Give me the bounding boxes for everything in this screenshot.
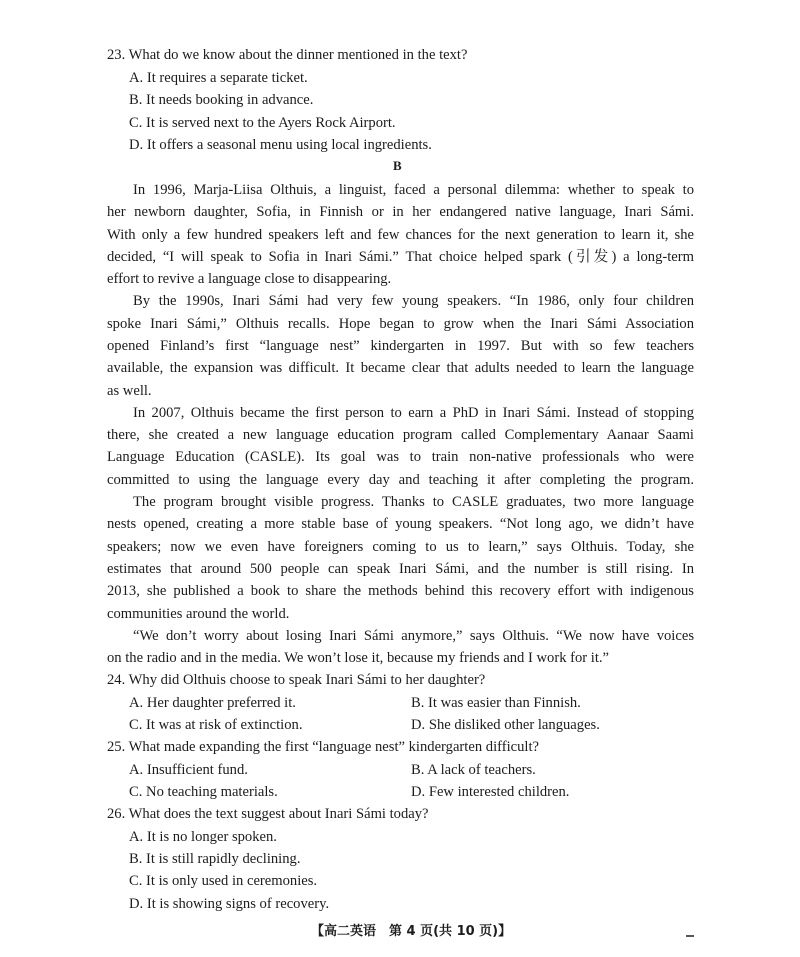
question-26-option-b: B. It is still rapidly declining.	[129, 851, 301, 867]
question-24-option-b: B. It was easier than Finnish.	[411, 695, 581, 711]
question-24-stem: 24. Why did Olthuis choose to speak Inari Sámi to her daughter?	[107, 672, 486, 688]
question-23-option-d: D. It offers a seasonal menu using local ingredients.	[129, 137, 432, 153]
question-23-option-b: B. It needs booking in advance.	[129, 92, 314, 108]
paragraph-3-line-1: In 2007, Olthuis became the first person to earn a PhD in Inari Sámi. Instead of stopping	[133, 405, 694, 421]
paragraph-4-line-2: nests opened, creating a more stable base of young speakers. “Not long ago, we didn’t have	[107, 516, 694, 532]
paragraph-2-line-4: available, the expansion was difficult. It became clear that adults needed to learn the language	[107, 360, 694, 376]
question-25-option-d: D. Few interested children.	[411, 784, 570, 800]
paragraph-1-line-2: her newborn daughter, Sofia, in Finnish or in her endangered native language, Inari Sámi.	[107, 204, 694, 220]
paragraph-2-line-5: as well.	[107, 383, 152, 399]
paragraph-5-line-2: on the radio and in the media. We won’t lose it, because my friends and I work for it.”	[107, 650, 610, 666]
question-24-option-c: C. It was at risk of extinction.	[129, 717, 303, 733]
question-23-option-c: C. It is served next to the Ayers Rock Airport.	[129, 115, 396, 131]
paragraph-1-line-5: effort to revive a language close to disappearing.	[107, 271, 392, 287]
question-26-option-a: A. It is no longer spoken.	[129, 829, 277, 845]
paragraph-5-line-1: “We don’t worry about losing Inari Sámi anymore,” says Olthuis. “We now have voices	[133, 628, 694, 644]
paragraph-3-line-3: Language Education (CASLE). Its goal was to train non-native professionals who were	[107, 449, 694, 465]
question-25-option-a: A. Insufficient fund.	[129, 762, 248, 778]
corner-mark	[686, 935, 694, 937]
question-24-option-d: D. She disliked other languages.	[411, 717, 600, 733]
page-footer: 【高二英语 第 4 页(共 10 页)】	[311, 924, 512, 939]
question-25-option-c: C. No teaching materials.	[129, 784, 278, 800]
section-b-label: B	[393, 158, 402, 173]
paragraph-2-line-2: spoke Inari Sámi,” Olthuis recalls. Hope began to grow when the Inari Sámi Association	[107, 316, 694, 332]
paragraph-3-line-4: committed to using the language every day and teaching it after completing the program.	[107, 472, 694, 488]
paragraph-2-line-1: By the 1990s, Inari Sámi had very few young speakers. “In 1986, only four children	[133, 293, 694, 309]
paragraph-1-line-4: decided, “I will speak to Sofia in Inari Sámi.” That choice helped spark (引发) a long-term	[107, 249, 694, 265]
question-26-stem: 26. What does the text suggest about Inari Sámi today?	[107, 806, 429, 822]
paragraph-4-line-1: The program brought visible progress. Thanks to CASLE graduates, two more language	[133, 494, 694, 510]
question-24-option-a: A. Her daughter preferred it.	[129, 695, 296, 711]
question-25-stem: 25. What made expanding the first “language nest” kindergarten difficult?	[107, 739, 539, 755]
question-23-option-a: A. It requires a separate ticket.	[129, 70, 308, 86]
question-23-stem: 23. What do we know about the dinner mentioned in the text?	[107, 47, 468, 63]
paragraph-4-line-3: speakers; now we even have foreigners coming to us to learn,” says Olthuis. Today, she	[107, 539, 694, 555]
paragraph-2-line-3: opened Finland’s first “language nest” kindergarten in 1997. But with so few teachers	[107, 338, 694, 354]
paragraph-1-line-1: In 1996, Marja-Liisa Olthuis, a linguist, faced a personal dilemma: whether to speak to	[133, 182, 694, 198]
question-26-option-c: C. It is only used in ceremonies.	[129, 873, 318, 889]
paragraph-1-line-3: With only a few hundred speakers left and few chances for the next generation to learn it, she	[107, 227, 694, 243]
question-26-option-d: D. It is showing signs of recovery.	[129, 896, 330, 912]
paragraph-4-line-6: communities around the world.	[107, 606, 290, 622]
question-25-option-b: B. A lack of teachers.	[411, 762, 536, 778]
paragraph-3-line-2: there, she created a new language education program called Complementary Aanaar Saami	[107, 427, 694, 443]
paragraph-4-line-4: estimates that around 500 people can speak Inari Sámi, and the number is still rising. In	[107, 561, 694, 577]
paragraph-4-line-5: 2013, she published a book to share the methods behind this recovery effort with indigenous	[107, 583, 694, 599]
